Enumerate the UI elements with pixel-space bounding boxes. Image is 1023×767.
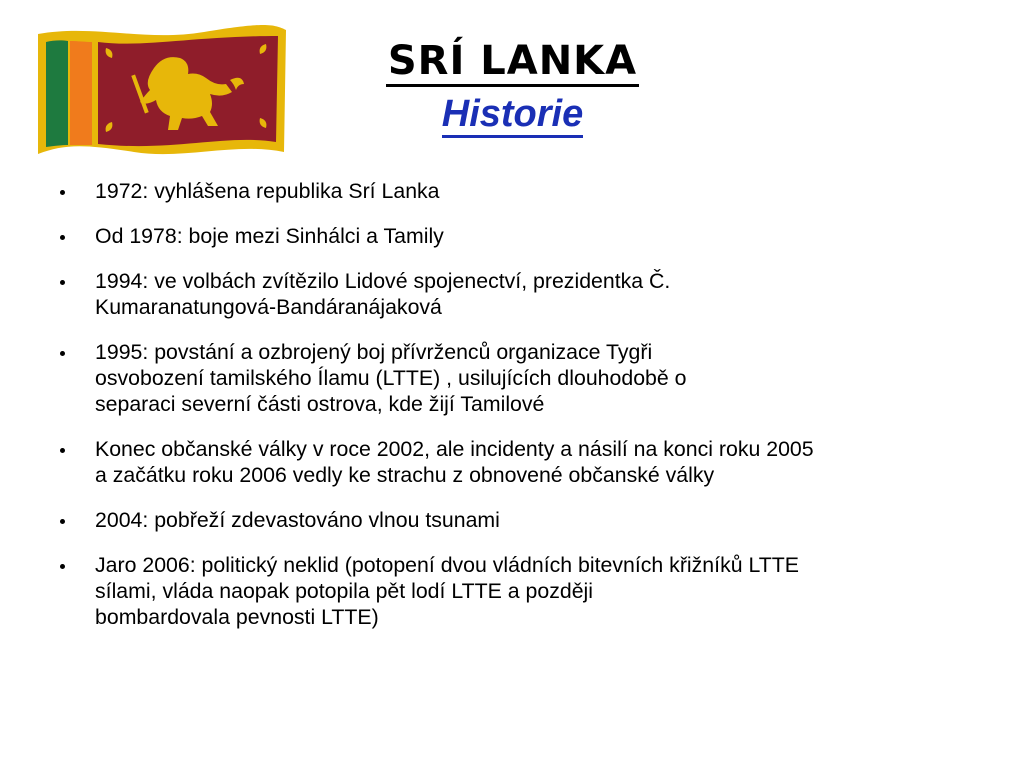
- bullet-list: [60, 178, 980, 649]
- bullet-item: [60, 436, 980, 488]
- page-subtitle: Historie: [442, 93, 583, 138]
- bullet-text: Konec občanské války v roce 2002, ale incidenty a násilí na konci roku 2005 a začátku roku 2006 vedly ke strachu z obnovené občanské války: [95, 437, 814, 487]
- bullet-text: Od 1978: boje mezi Sinhálci a Tamily: [95, 224, 444, 248]
- bullet-item: [60, 223, 980, 249]
- bullet-text: 1995: povstání a ozbrojený boj přívrženců organizace Tygři osvobození tamilského Ílamu (LTTE) , usilujících dlouhodobě o separaci severní části ostrova, kde žijí Tamilové: [95, 340, 687, 416]
- bullet-item: [60, 552, 980, 630]
- sri-lanka-flag-icon: [34, 24, 290, 160]
- bullet-dot-icon: [60, 519, 65, 524]
- bullet-dot-icon: [60, 448, 65, 453]
- bullet-dot-icon: [60, 351, 65, 356]
- bullet-text: Jaro 2006: politický neklid (potopení dvou vládních bitevních křižníků LTTE sílami, vláda naopak potopila pět lodí LTTE a později bombardovala pevnosti LTTE): [95, 553, 799, 629]
- bullet-text: 1994: ve volbách zvítězilo Lidové spojenectví, prezidentka Č. Kumaranatungová-Bandáranájaková: [95, 269, 671, 319]
- bullet-text: 2004: pobřeží zdevastováno vlnou tsunami: [95, 508, 500, 532]
- bullet-item: [60, 339, 980, 417]
- bullet-dot-icon: [60, 564, 65, 569]
- bullet-item: [60, 268, 980, 320]
- bullet-text: 1972: vyhlášena republika Srí Lanka: [95, 179, 440, 203]
- title-block: [360, 38, 665, 138]
- bullet-dot-icon: [60, 280, 65, 285]
- bullet-dot-icon: [60, 190, 65, 195]
- bullet-dot-icon: [60, 235, 65, 240]
- page-title: SRÍ LANKA: [386, 38, 639, 87]
- bullet-item: [60, 178, 980, 204]
- bullet-item: [60, 507, 980, 533]
